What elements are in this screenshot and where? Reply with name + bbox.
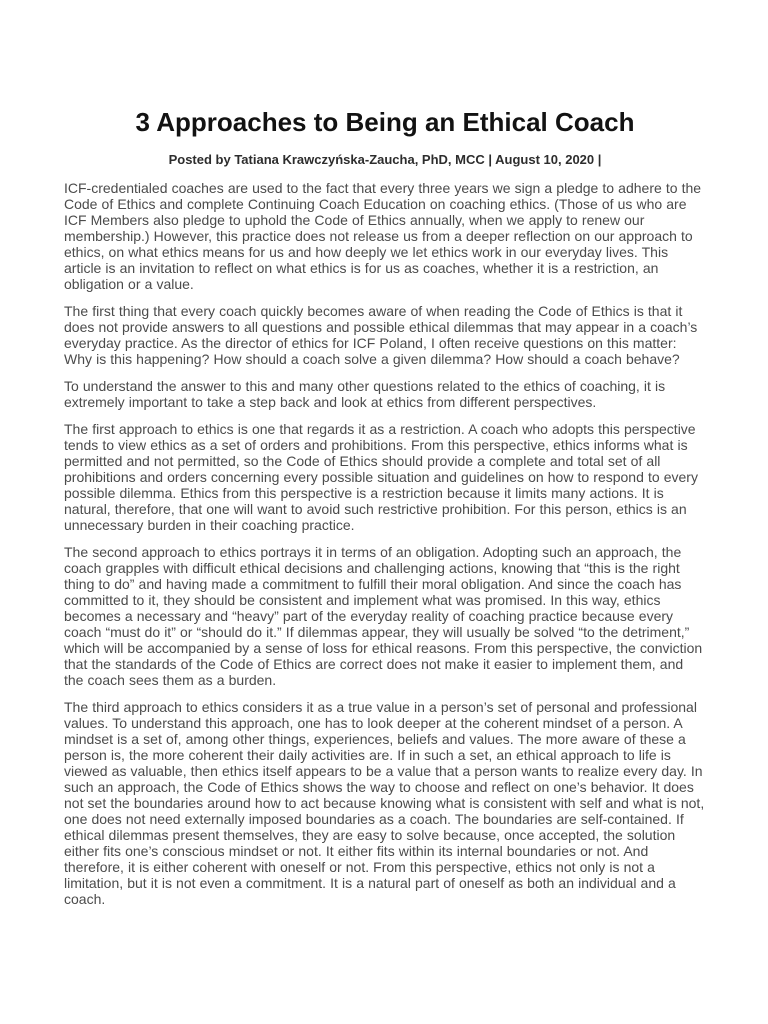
article-paragraph-2: The first thing that every coach quickly becomes aware of when reading the Code of Ethics is that it does not provide answers to all questions and possible ethical dilemmas that may appear in a coach’s everyday practice. As the director of ethics for ICF Poland, I often receive questions on this matter: Why is this happening? How should a coach solve a given dilemma? How should a coach behave? [64,303,698,367]
article-body [64,180,706,907]
article-byline: Posted by Tatiana Krawczyńska-Zaucha, PhD, MCC | August 10, 2020 | [168,152,602,167]
article-paragraph-3: To understand the answer to this and many other questions related to the ethics of coaching, it is extremely important to take a step back and look at ethics from different perspectives. [64,378,666,410]
article-paragraph-1: ICF-credentialed coaches are used to the fact that every three years we sign a pledge to adhere to the Code of Ethics and complete Continuing Coach Education on coaching ethics. (Those of us who are ICF Members also pledge to uphold the Code of Ethics annually, when we apply to renew our membership.) However, this practice does not release us from a deeper reflection on our approach to ethics, on what ethics means for us and how deeply we let ethics work in our everyday lives. This article is an invitation to reflect on what ethics is for us as coaches, whether it is a restriction, an obligation or a value. [64,180,702,292]
article-paragraph-5: The second approach to ethics portrays it in terms of an obligation. Adopting such an approach, the coach grapples with difficult ethical decisions and challenging actions, knowing that “this is the right thing to do” and having made a commitment to fulfill their moral obligation. And since the coach has committed to it, they should be consistent and implement what was promised. In this way, ethics becomes a necessary and “heavy” part of the everyday reality of coaching practice because every coach “must do it” or “should do it.” If dilemmas appear, they will usually be solved “to the detriment,” which will be accompanied by a sense of loss for ethical reasons. From this perspective, the conviction that the standards of the Code of Ethics are correct does not make it easier to implement them, and the coach sees them as a burden. [64,544,703,688]
article-paragraph-4: The first approach to ethics is one that regards it as a restriction. A coach who adopts this perspective tends to view ethics as a set of orders and prohibitions. From this perspective, ethics informs what is permitted and not permitted, so the Code of Ethics should provide a complete and total set of all prohibitions and orders concerning every possible situation and guidelines on how to respond to every possible dilemma. Ethics from this perspective is a restriction because it limits many actions. It is natural, therefore, that one will want to avoid such restrictive prohibition. For this person, ethics is an unnecessary burden in their coaching practice. [64,421,698,533]
article-title: 3 Approaches to Being an Ethical Coach [135,107,635,137]
article-paragraph-6: The third approach to ethics considers it as a true value in a person’s set of personal and professional values. To understand this approach, one has to look deeper at the coherent mindset of a person. A mindset is a set of, among other things, experiences, beliefs and values. The more aware of these a person is, the more coherent their daily activities are. If in such a set, an ethical approach to life is viewed as valuable, then ethics itself appears to be a value that a person wants to realize every day. In such an approach, the Code of Ethics shows the way to choose and reflect on one’s behavior. It does not set the boundaries around how to act because knowing what is consistent with self and what is not, one does not need externally imposed boundaries as a coach. The boundaries are self-contained. If ethical dilemmas present themselves, they are easy to solve because, once accepted, the solution either fits one’s conscious mindset or not. It either fits within its internal boundaries or not. And therefore, it is either coherent with oneself or not. From this perspective, ethics not only is not a limitation, but it is not even a commitment. It is a natural part of oneself as both an individual and a coach. [64,699,705,907]
